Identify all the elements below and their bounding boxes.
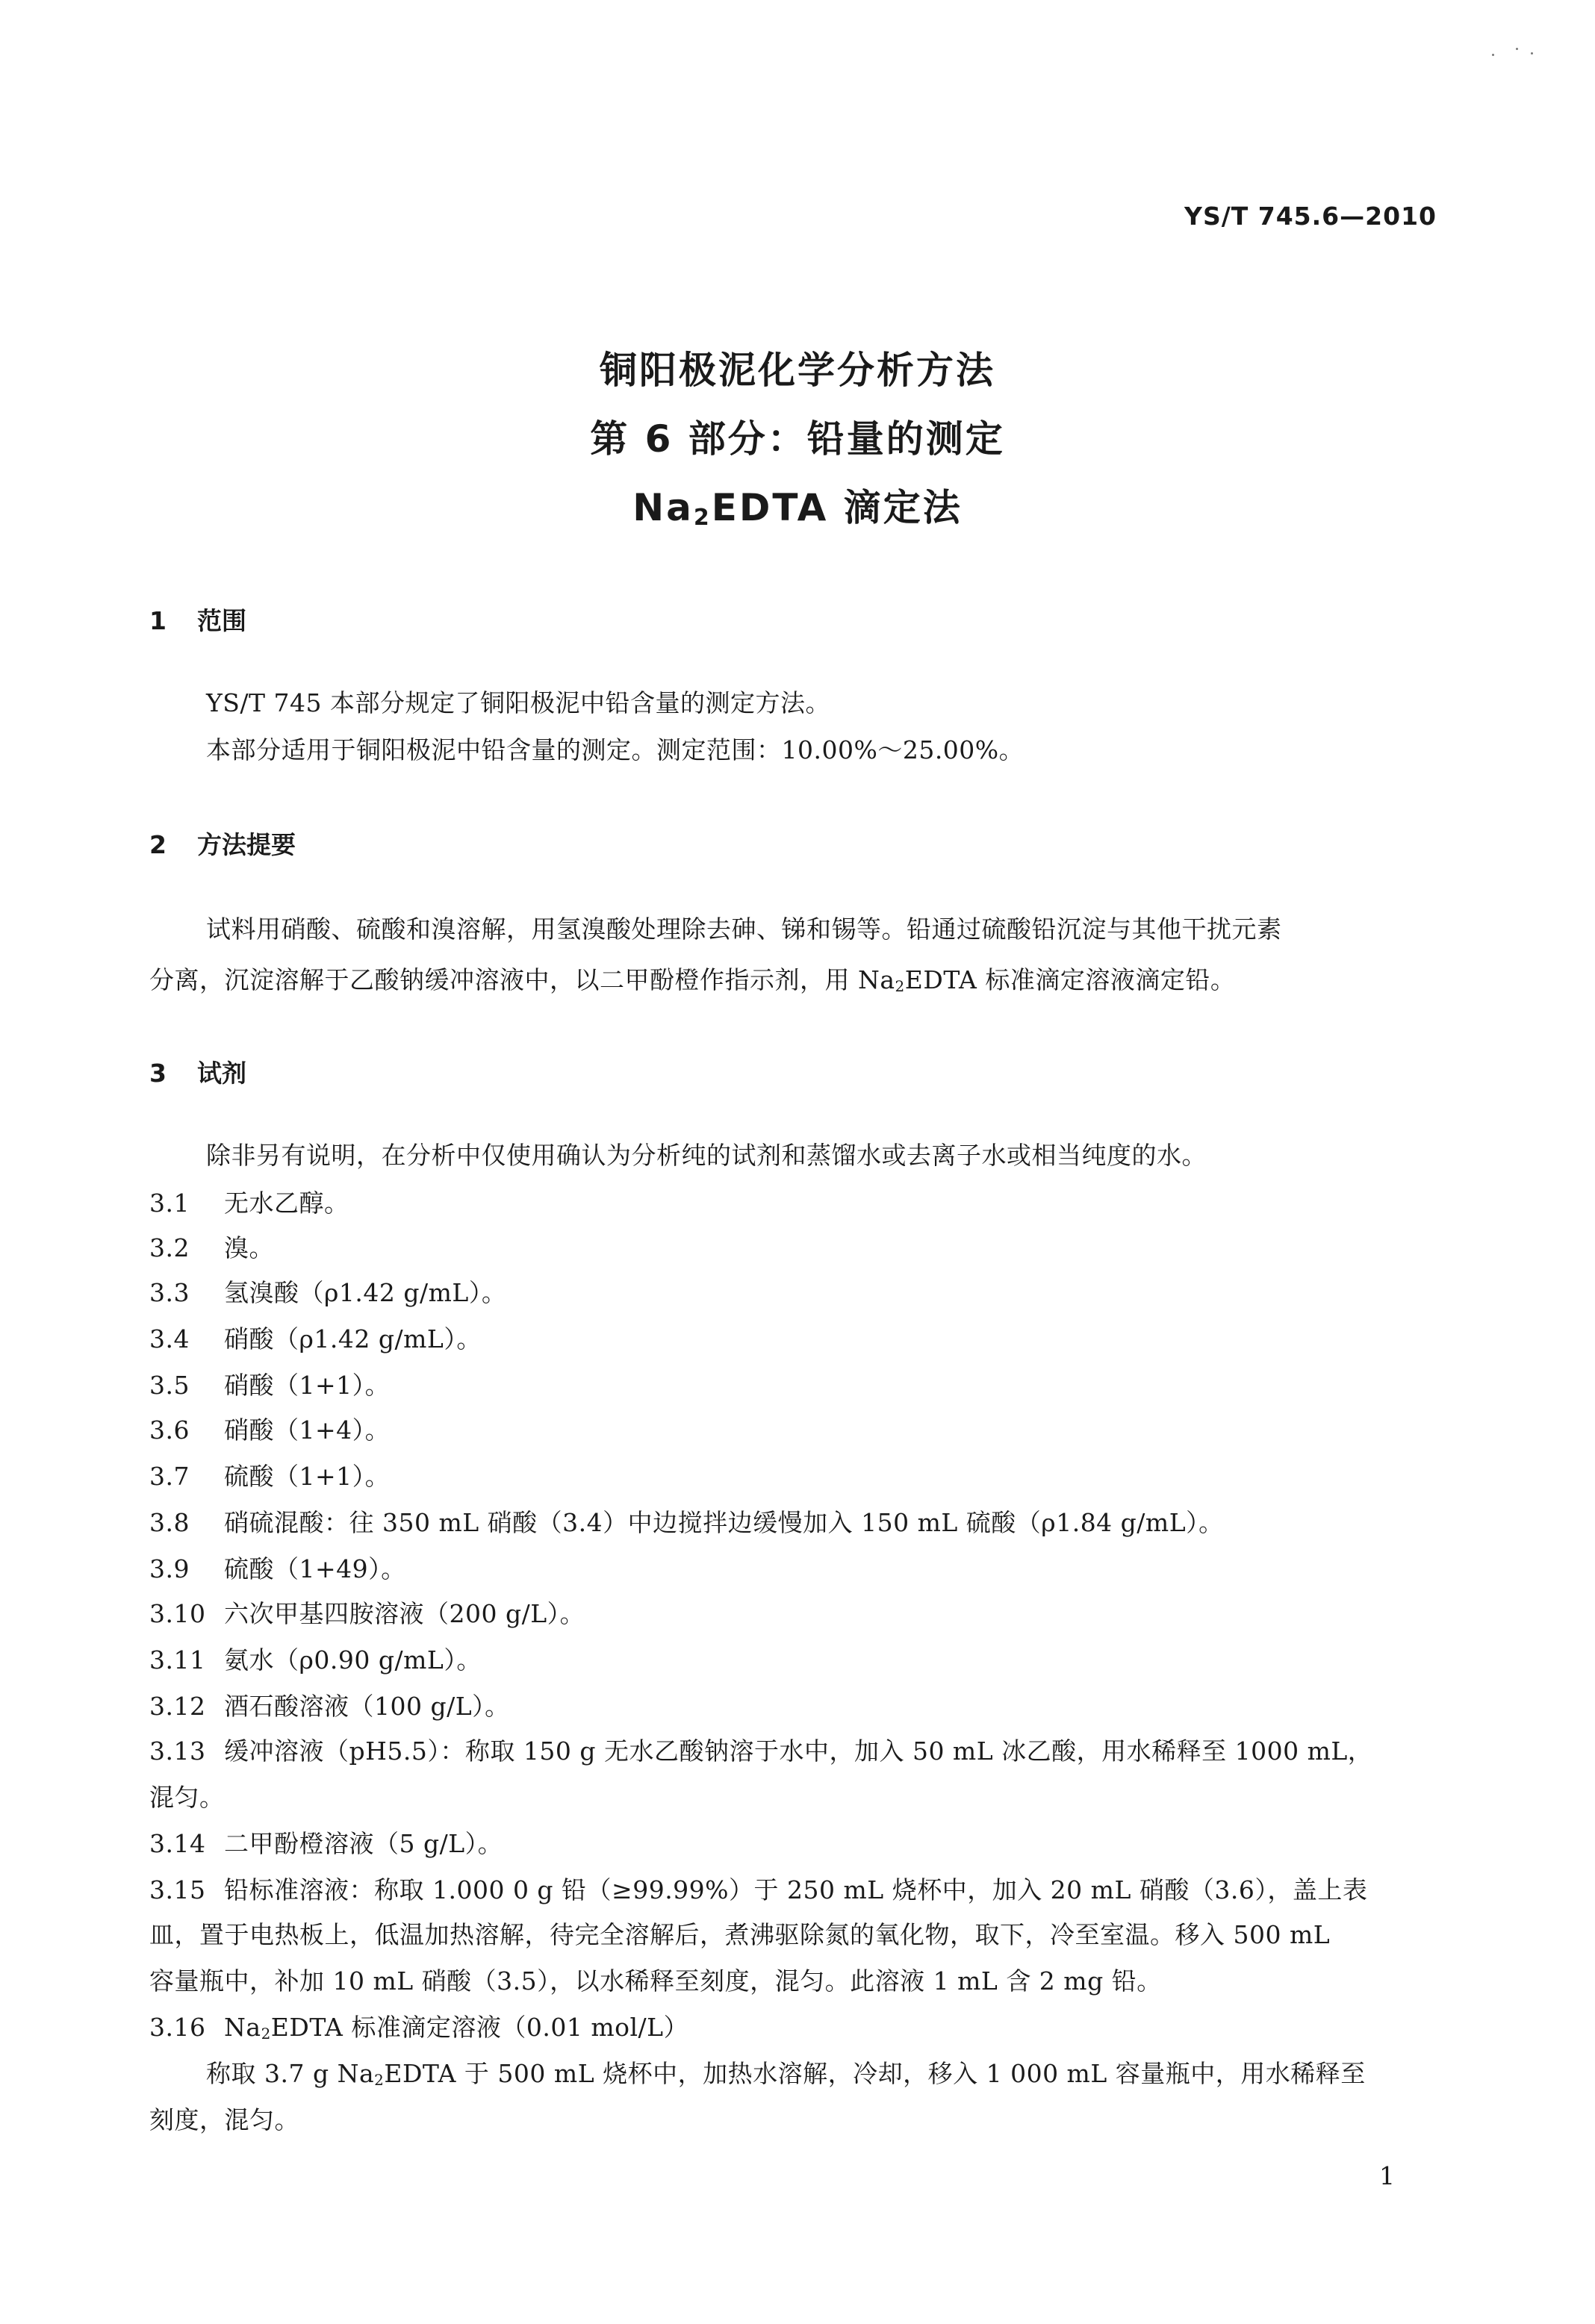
method-line-1: 试料用硝酸、硫酸和溴溶解，用氢溴酸处理除去砷、锑和锡等。铅通过硫酸铅沉淀与其他干扰元素: [206, 915, 1282, 944]
reagent-item: 3.10 六次甲基四胺溶液（200 g/L）。: [149, 1599, 585, 1628]
reagent-item: 3.1 无水乙醇。: [149, 1189, 349, 1218]
title-line-3: $Na_2EDTA$ 滴定法: [632, 486, 963, 531]
reagent-item: 3.3 氢溴酸（ρ1.42 g/mL）。: [149, 1278, 507, 1307]
reagent-item: 3.8 硝硫混酸：往 350 mL 硝酸（3.4）中边搅拌边缓慢加入 150 mL 硫酸（ρ1.84 g/mL）。: [149, 1508, 1224, 1537]
scan-speck: [1531, 52, 1533, 54]
reagent-item: 3.15 铅标准溶液：称取 1.000 0 g 铅（≥99.99%）于 250 mL 烧杯中，加入 20 mL 硝酸（3.6），盖上表: [149, 1875, 1368, 1904]
reagent-item: 3.14 二甲酚橙溶液（5 g/L）。: [149, 1829, 503, 1858]
title-line-2: 第 6 部分：铅量的测定: [590, 417, 1005, 461]
reagent-item-continued: 皿，置于电热板上，低温加热溶解，待完全溶解后，煮沸驱除氮的氧化物，取下，冷至室温。移入 500 mL: [149, 1920, 1331, 1949]
reagent-3-16-paragraph-2: 刻度，混匀。: [149, 2105, 299, 2134]
reagent-item-3-16: 3.16 Na2EDTA 标准滴定溶液（0.01 mol/L）: [149, 2013, 689, 2043]
page-number: 1: [1379, 2161, 1395, 2190]
scan-speck: [1492, 54, 1494, 56]
reagent-item: 3.11 氨水（ρ0.90 g/mL）。: [149, 1645, 482, 1675]
reagent-item-continued: 混匀。: [149, 1783, 225, 1812]
reagent-3-16-paragraph-1: 称取 3.7 g Na2EDTA 于 500 mL 烧杯中，加热水溶解，冷却，移入 1 000 mL 容量瓶中，用水稀释至: [206, 2059, 1366, 2089]
reagent-item: 3.2 溴。: [149, 1233, 274, 1262]
section-heading-scope: 1 范围: [149, 606, 246, 635]
reagent-item: 3.7 硫酸（1+1）。: [149, 1462, 391, 1491]
reagent-item: 3.6 硝酸（1+4）。: [149, 1415, 391, 1445]
scope-paragraph-2: 本部分适用于铜阳极泥中铅含量的测定。测定范围：10.00%～25.00%。: [206, 735, 1025, 764]
standard-code: YS/T 745.6—2010: [1184, 202, 1437, 231]
reagent-item-continued: 容量瓶中，补加 10 mL 硝酸（3.5），以水稀释至刻度，混匀。此溶液 1 mL 含 2 mg 铅。: [149, 1966, 1162, 1996]
section-heading-reagents: 3 试剂: [149, 1059, 246, 1088]
section-heading-method: 2 方法提要: [149, 830, 296, 859]
reagent-item: 3.13 缓冲溶液（pH5.5）：称取 150 g 无水乙酸钠溶于水中，加入 50 mL 冰乙酸，用水稀释至 1000 mL，: [149, 1736, 1373, 1766]
document-title: [0, 336, 1595, 552]
reagent-item: 3.5 硝酸（1+1）。: [149, 1371, 391, 1400]
reagent-item: 3.12 酒石酸溶液（100 g/L）。: [149, 1692, 510, 1721]
reagent-item: 3.4 硝酸（ρ1.42 g/mL）。: [149, 1324, 482, 1353]
scan-speck: [1516, 48, 1518, 50]
method-line-2: 分离，沉淀溶解于乙酸钠缓冲溶液中，以二甲酚橙作指示剂，用 Na2EDTA 标准滴定溶液滴定铅。: [149, 965, 1236, 995]
scope-paragraph-1: YS/T 745 本部分规定了铜阳极泥中铅含量的测定方法。: [206, 688, 830, 717]
reagents-intro: 除非另有说明，在分析中仅使用确认为分析纯的试剂和蒸馏水或去离子水或相当纯度的水。: [206, 1141, 1207, 1170]
title-line-1: 铜阳极泥化学分析方法: [600, 349, 995, 392]
reagent-item: 3.9 硫酸（1+49）。: [149, 1554, 406, 1583]
